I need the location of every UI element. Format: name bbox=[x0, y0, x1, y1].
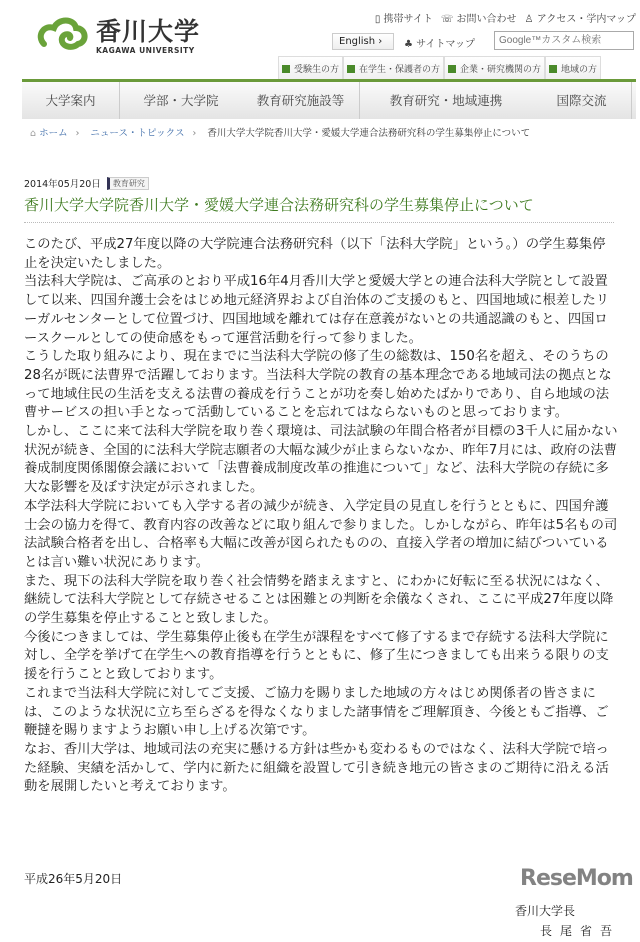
search-input[interactable] bbox=[494, 31, 634, 50]
article-meta bbox=[24, 176, 149, 190]
paragraph: このたび、平成27年度以降の大学院連合法務研究科（以下「法科大学院」という。）の学生募集停止を決定いたしました。 bbox=[24, 237, 606, 271]
audience-tab-community[interactable]: 地域の方 bbox=[545, 56, 601, 79]
nav-international[interactable]: 国際交流 bbox=[532, 82, 632, 119]
university-logo[interactable] bbox=[36, 16, 200, 56]
kagawa-logo-icon bbox=[36, 16, 88, 56]
nav-about[interactable]: 大学案内 bbox=[22, 82, 120, 119]
mobile-site-link[interactable]: ▯ 携帯サイト bbox=[374, 14, 433, 25]
watermark-logo: ReseMom bbox=[520, 866, 633, 891]
access-link[interactable]: ♙ アクセス・学内マップ bbox=[524, 14, 636, 25]
main-nav bbox=[22, 79, 636, 119]
article-date: 2014年05月20日 bbox=[24, 179, 101, 190]
audience-tab-applicants[interactable]: 受験生の方 bbox=[278, 56, 343, 79]
utility-links bbox=[360, 10, 636, 25]
paragraph: しかし、ここに来て法科大学院を取り巻く環境は、司法試験の年間合格者が目標の3千人に届かない状況が続き、全国的に法科大学院志願者の大幅な減少が止まらないなか、昨年7月には、政府の法曹養成制度関係閣僚会議において「法曹養成制度改革の推進について」など、法科大学院の存続に多大な影響を及ぼす決定が示されました。 bbox=[24, 424, 618, 496]
audience-tabs bbox=[278, 56, 601, 79]
audience-tab-companies[interactable]: 企業・研究機関の方 bbox=[444, 56, 545, 79]
article-body bbox=[24, 236, 618, 797]
paragraph: 本学法科大学院においても入学する者の減少が続き、入学定員の見直しを行うとともに、四国弁護士会の協力を得て、教育内容の改善などに取り組んで参りました。しかしながら、昨年は5名もの司法試験合格者を出し、合格率も大幅に改善が図られたものの、直接入学者の増加に結びついているとは言い難い状況にあります。 bbox=[24, 498, 618, 570]
home-icon: ⌂ bbox=[30, 128, 37, 139]
english-button[interactable]: English › bbox=[332, 33, 394, 50]
nav-research[interactable]: 教育研究・地域連携 bbox=[389, 93, 503, 108]
divider bbox=[24, 222, 614, 223]
paragraph: 当法科大学院は、ご高承のとおり平成16年4月香川大学と愛媛大学との連合法科大学院として設置して以来、四国弁護士会をはじめ地元経済界および自治体のご支援のもと、四国地域に根差したリーガルセンターとして位置づけ、四国地域を離れては存在意義がないとの共通認識のもと、四国ロースクールとしての使命感をもって運営活動を行って参りました。 bbox=[24, 274, 610, 346]
logo-jp: 香川大学 bbox=[96, 16, 201, 46]
breadcrumb-news[interactable]: ニュース・トピックス bbox=[90, 128, 185, 139]
category-badge: 教育研究 bbox=[107, 177, 149, 190]
paragraph: これまで当法科大学院に対してご支援、ご協力を賜りました地域の方々はじめ関係者の皆さまには、このような状況に立ち至らざるを得なくなりました諸事情をご理解頂き、今後ともご指導、ご鞭撻を賜りますようお願い申し上げる次第です。 bbox=[24, 685, 609, 739]
audience-tab-students[interactable]: 在学生・保護者の方 bbox=[343, 56, 444, 79]
signature-name: 長尾省吾 bbox=[540, 924, 621, 938]
logo-en: KAGAWA UNIVERSITY bbox=[96, 45, 195, 55]
breadcrumb-home[interactable]: ホーム bbox=[39, 128, 68, 139]
page-title: 香川大学大学院香川大学・愛媛大学連合法務研究科の学生募集停止について bbox=[24, 196, 534, 214]
paragraph: また、現下の法科大学院を取り巻く社会情勢を踏まえますと、にわかに好転に至る状況にはなく、継続して法科大学院として存続させることは困難との判断を余儀なくされ、ここに平成27年度以降の学生募集を停止することと致しました。 bbox=[24, 573, 614, 627]
breadcrumb: ⌂ ホーム › ニュース・トピックス › 香川大学大学院香川大学・愛媛大学連合法務研究科の学生募集停止について bbox=[30, 128, 531, 139]
contact-link[interactable]: ☏ お問い合わせ bbox=[440, 14, 517, 25]
paragraph: なお、香川大学は、地域司法の充実に懸ける方針は些かも変わるものではなく、法科大学院で培った経験、実績を活かして、学内に新たに組織を設置して引き続き地元の皆さまのご期待に沿える活動を展開したいと考えております。 bbox=[24, 741, 609, 795]
sitemap-link[interactable]: ♣ サイトマップ bbox=[404, 39, 476, 50]
nav-faculties[interactable]: 学部・大学院 bbox=[143, 93, 219, 108]
nav-facilities[interactable]: 教育研究施設等 bbox=[242, 82, 360, 119]
paragraph: こうした取り組みにより、現在までに当法科大学院の修了生の総数は、150名を超え、そのうちの28名が既に法曹界で活躍しております。当法科大学院の教育の基本理念である地域司法の拠点となって地域住民の生活を支える法曹の養成を行うことが功を奏し始めたばかりであり、自ら地域の法曹サービスの担い手となって活動していることを忘れてはならないものと思っております。 bbox=[24, 349, 612, 421]
signature-title: 香川大学長 bbox=[515, 904, 576, 918]
signature-date: 平成26年5月20日 bbox=[24, 872, 123, 886]
paragraph: 今後につきましては、学生募集停止後も在学生が課程をすべて修了するまで存続する法科大学院に対し、全学を挙げて在学生への教育指導を行うとともに、修了生につきましても出来うる限りの支援を行うことと致しております。 bbox=[24, 629, 609, 683]
breadcrumb-current: 香川大学大学院香川大学・愛媛大学連合法務研究科の学生募集停止について bbox=[207, 128, 531, 139]
